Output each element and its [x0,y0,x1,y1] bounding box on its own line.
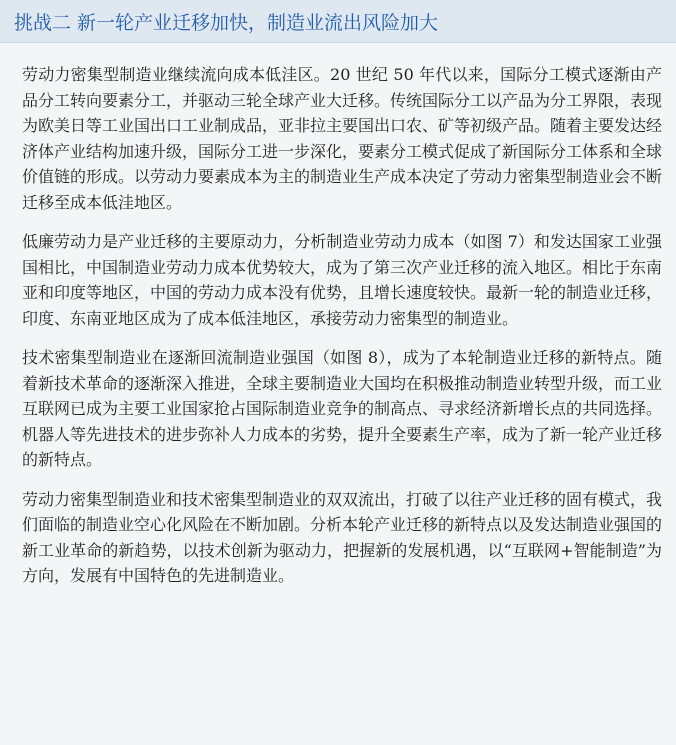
article-body [22,62,662,603]
section-title: 挑战二 新一轮产业迁移加快，制造业流出风险加大 [14,12,439,34]
paragraph-4: 劳动力密集型制造业和技术密集型制造业的双双流出，打破了以往产业迁移的固有模式，我们面临的制造业空心化风险在不断加剧。分析本轮产业迁移的新特点以及发达制造业强国的新工业革命的新趋势，以技术创新为驱动力，把握新的发展机遇，以“互联网+智能制造”为方向，发展有中国特色的先进制造业。 [22,489,663,585]
paragraph-3: 技术密集型制造业在逐渐回流制造业强国（如图 8），成为了本轮制造业迁移的新特点。随着新技术革命的逐渐深入推进，全球主要制造业大国均在积极推动制造业转型升级，而工业互联网已成为主要工业国家抢占国际制造业竞争的制高点、寻求经济新增长点的共同选择。机器人等先进技术的进步弥补人力成本的劣势，提升全要素生产率，成为了新一轮产业迁移的新特点。 [22,348,663,469]
section-header [0,0,676,43]
paragraph-1: 劳动力密集型制造业继续流向成本低洼区。20 世纪 50 年代以来，国际分工模式逐渐由产品分工转向要素分工，并驱动三轮全球产业大迁移。传统国际分工以产品为分工界限，表现为欧美日等工业国出口工业制成品，亚非拉主要国出口农、矿等初级产品。随着主要发达经济体产业结构加速升级，国际分工进一步深化，要素分工模式促成了新国际分工体系和全球价值链的形成。以劳动力要素成本为主的制造业生产成本决定了劳动力密集型制造业会不断迁移至成本低洼地区。 [22,65,663,212]
paragraph-2: 低廉劳动力是产业迁移的主要原动力，分析制造业劳动力成本（如图 7）和发达国家工业强国相比，中国制造业劳动力成本优势较大，成为了第三次产业迁移的流入地区。相比于东南亚和印度等地区，中国的劳动力成本没有优势，且增长速度较快。最新一轮的制造业迁移，印度、东南亚地区成为了成本低洼地区，承接劳动力密集型的制造业。 [22,232,663,328]
